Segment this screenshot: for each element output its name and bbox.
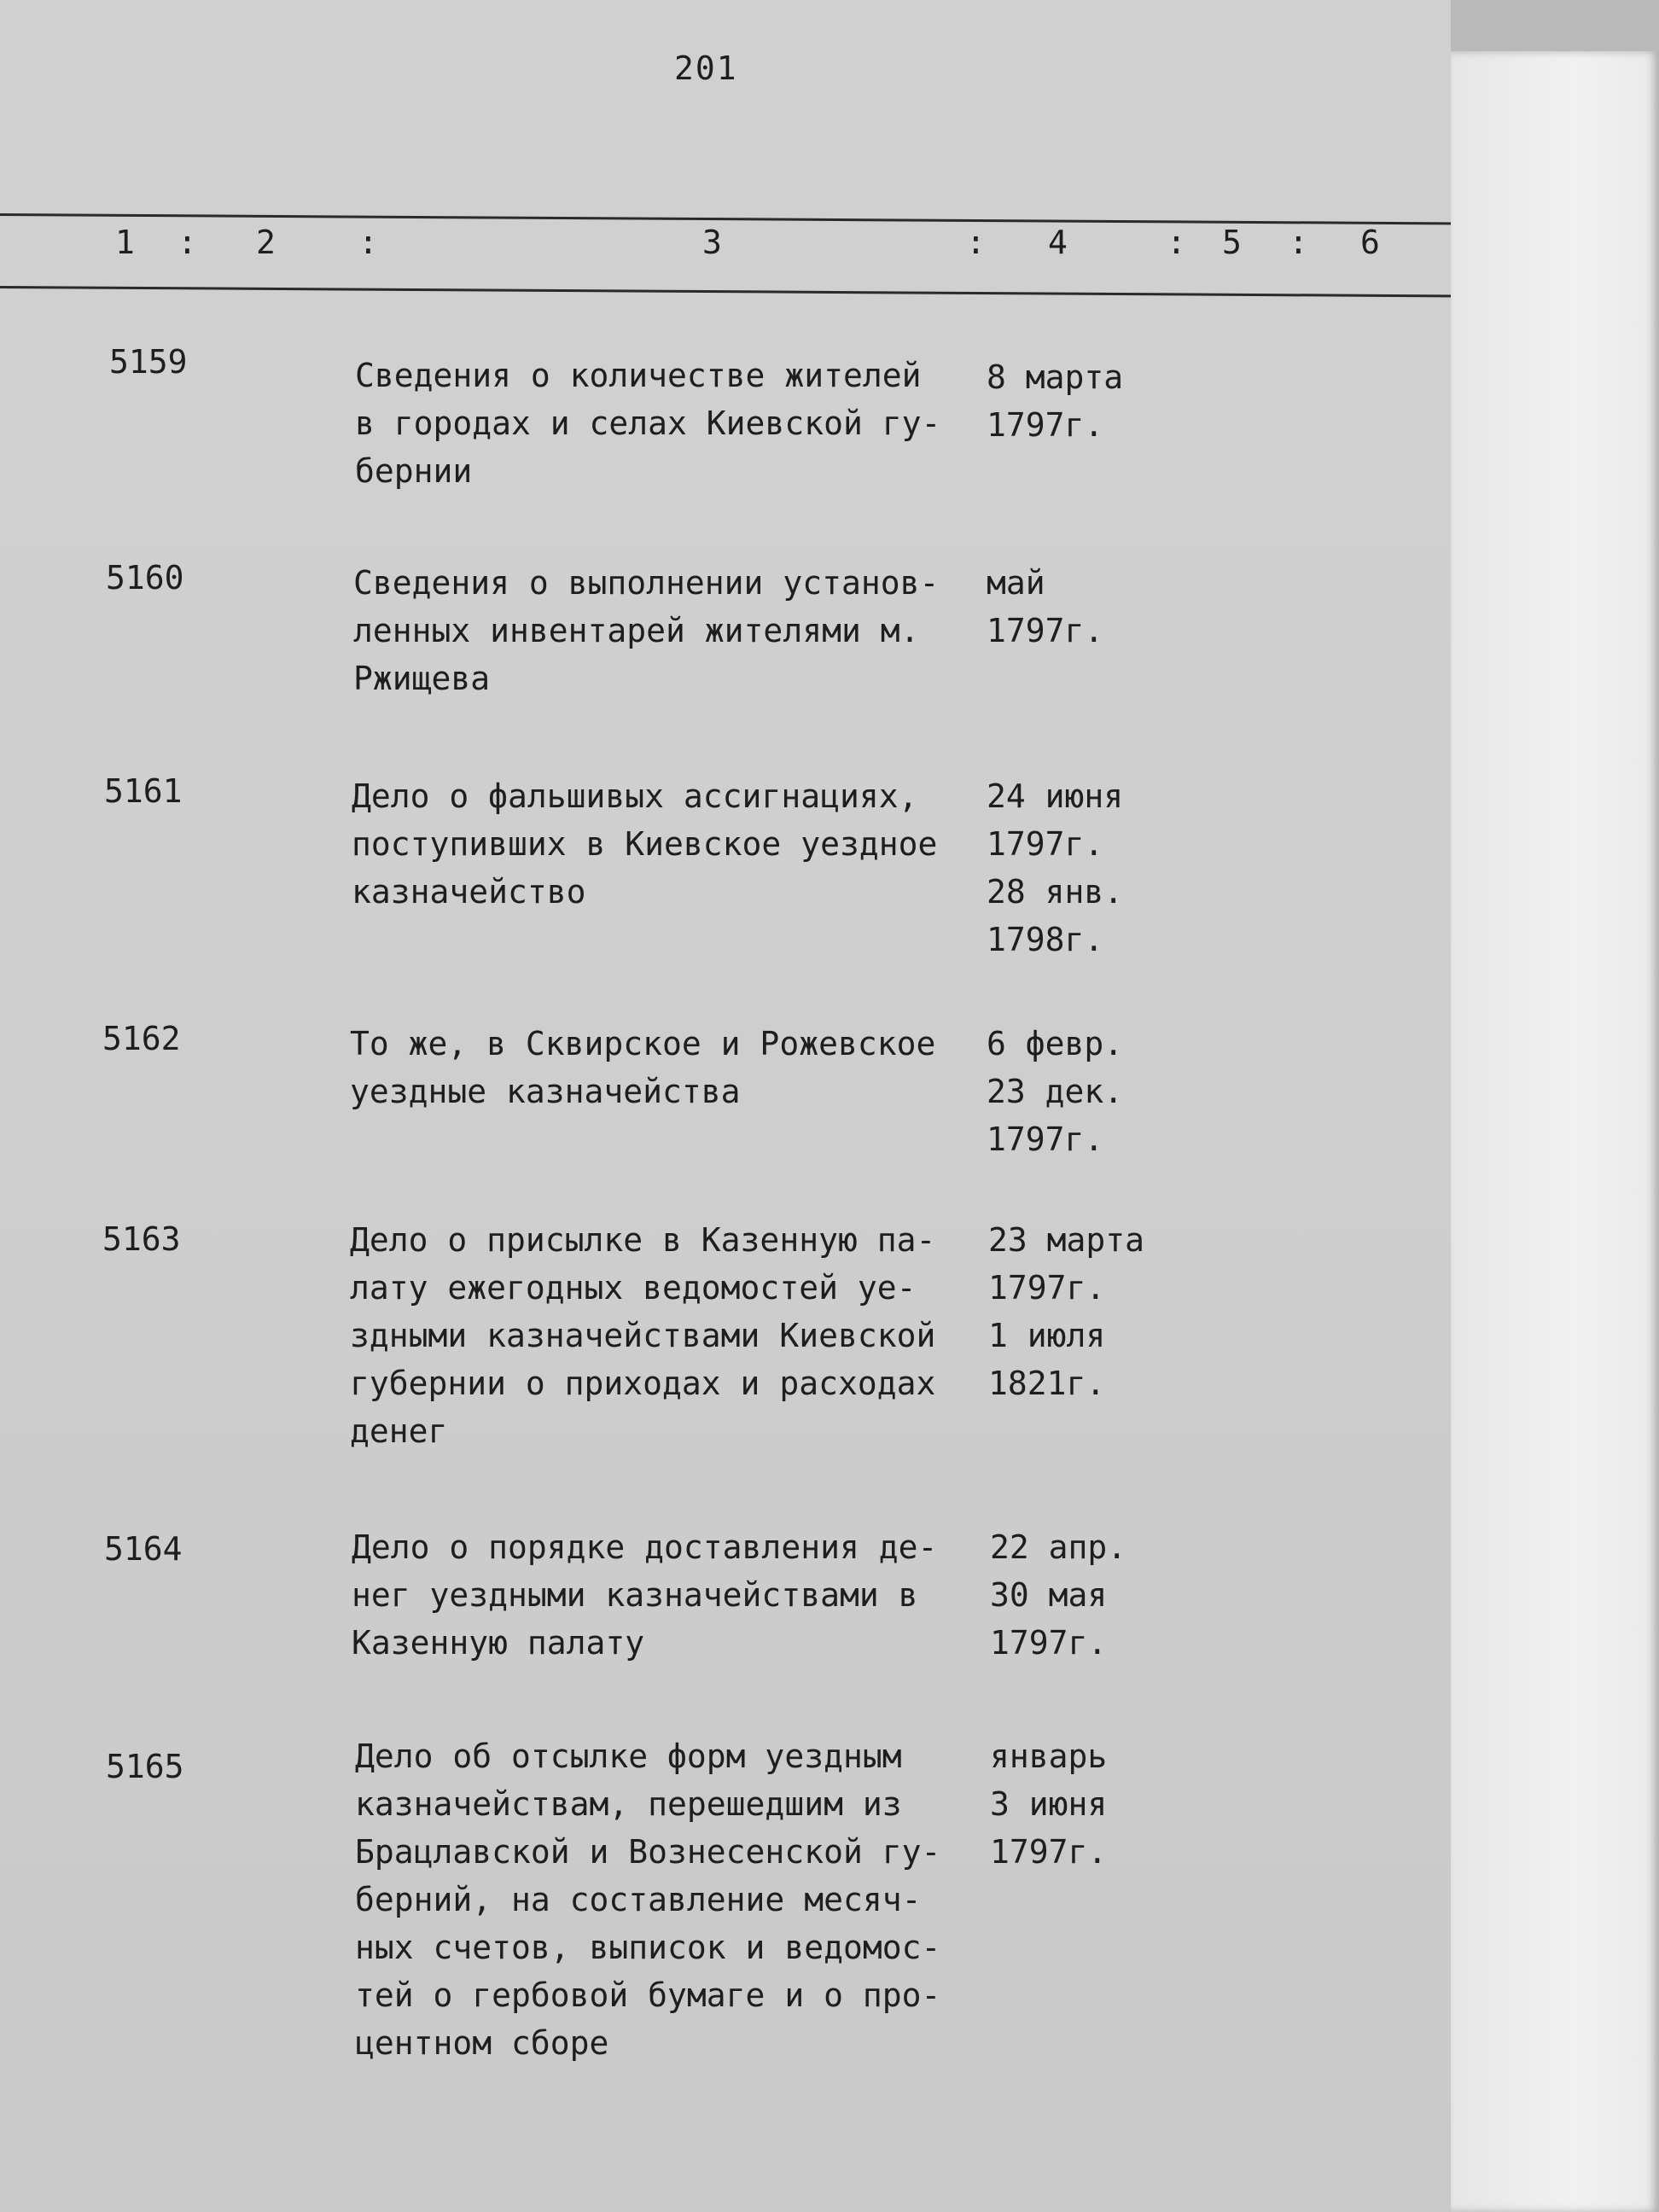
entry-dates: май 1797г. [987,564,1104,649]
entry-number: 5161 [104,772,183,810]
entry-description: Дело о фальшивых ассигнациях, поступивших в Киевское уездное казначейство [352,777,938,911]
column-separator: : [178,224,197,261]
entry-dates: 24 июня 1797г. 28 янв. 1798г. [987,777,1124,958]
column-header-5: 5 [1222,224,1242,261]
entry-description: Дело об отсылке форм уездным казначействам, перешедшим из Брацлавской и Вознесенской гу- берний, на составление месяч- ных счетов, выписок и ведомос- тей о гербовой бумаге и о про- центном сборе [355,1738,941,2062]
entry-dates: 8 марта 1797г. [987,358,1124,444]
column-separator: : [1289,224,1308,261]
entry-number: 5159 [109,343,188,381]
entry-dates: январь 3 июня 1797г. [990,1738,1108,1871]
entry-number: 5163 [102,1220,181,1258]
entry-number: 5165 [106,1748,184,1785]
column-header-6: 6 [1360,224,1380,261]
entry-dates: 6 февр. 23 дек. 1797г. [987,1025,1124,1158]
entry-description: Сведения о выполнении установ- ленных инвентарей жителями м. Ржищева [353,564,940,697]
entry-number: 5164 [104,1530,183,1568]
column-separator: : [358,224,378,261]
page-number: 201 [674,49,738,87]
entry-description: Сведения о количестве жителей в городах и селах Киевской гу- бернии [355,357,941,490]
entry-number: 5160 [106,559,184,597]
entry-description: Дело о присылке в Казенную па- лату ежегодных ведомостей уе- здными казначействами Киевской губернии о приходах и расходах денег [350,1221,936,1450]
column-separator: : [1167,224,1186,261]
entry-description: Дело о порядке доставления де- нег уездными казначействами в Казенную палату [352,1528,938,1662]
entry-number: 5162 [102,1020,181,1057]
column-header-3: 3 [702,224,722,261]
entry-description: То же, в Сквирское и Рожевское уездные казначейства [350,1025,936,1110]
entry-dates: 23 марта 1797г. 1 июля 1821г. [988,1221,1145,1402]
underlying-page-edge [1451,51,1659,2212]
entry-dates: 22 апр. 30 мая 1797г. [990,1528,1127,1662]
table-header-bottom-rule [0,286,1461,297]
column-header-1: 1 [115,224,135,261]
column-header-4: 4 [1048,224,1068,261]
column-header-2: 2 [256,224,276,261]
column-separator: : [966,224,986,261]
